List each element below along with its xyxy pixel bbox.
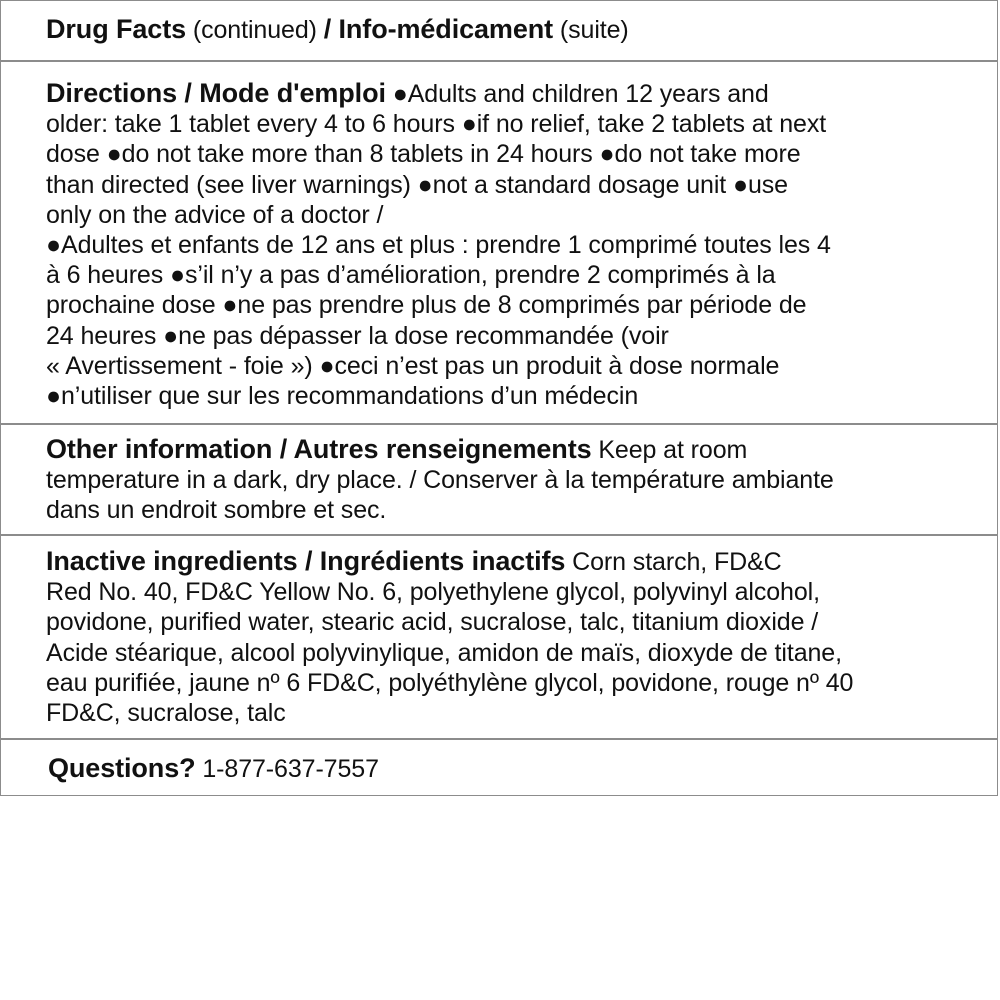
directions-line: « Avertissement - foie ») ●ceci n’est pas un produit à dose normale [46, 351, 780, 380]
section-divider [1, 423, 997, 425]
title-fr: / Info-médicament [323, 14, 554, 44]
questions-section [1, 753, 997, 784]
directions-line: prochaine dose ●ne pas prendre plus de 8 comprimés par période de [46, 291, 807, 320]
directions-line: dose ●do not take more than 8 tablets in 24 hours ●do not take more [46, 140, 801, 169]
inactive-ingredients-line: Acide stéarique, alcool polyvinylique, amidon de maïs, dioxyde de titane, [46, 638, 842, 667]
section-divider [1, 534, 997, 536]
directions-line: à 6 heures ●s’il n’y a pas d’amélioration, prendre 2 comprimés à la [46, 261, 776, 290]
other-information-line: temperature in a dark, dry place. / Conserver à la température ambiante [46, 466, 834, 495]
inactive-ingredients-heading: Inactive ingredients / Ingrédients inactifs [46, 546, 566, 576]
continued-en: (continued) [186, 16, 324, 44]
inactive-ingredients-line: eau purifiée, jaune nº 6 FD&C, polyéthylène glycol, povidone, rouge nº 40 [46, 668, 854, 697]
directions-line: 24 heures ●ne pas dépasser la dose recommandée (voir [46, 321, 669, 350]
directions-heading: Directions / Mode d'emploi [46, 78, 386, 108]
directions-section [1, 78, 997, 411]
inactive-ingredients-section [1, 546, 997, 728]
questions-phone: 1-877-637-7557 [195, 755, 379, 783]
section-divider [1, 738, 997, 740]
drug-facts-header [1, 14, 997, 45]
other-information-section [1, 434, 997, 526]
directions-line: ●Adults and children 12 years and [385, 80, 769, 108]
other-information-line: Keep at room [591, 436, 748, 464]
inactive-ingredients-line: Corn starch, FD&C [565, 548, 782, 576]
inactive-ingredients-line: Red No. 40, FD&C Yellow No. 6, polyethylene glycol, polyvinyl alcohol, [46, 578, 820, 607]
title-en: Drug Facts [46, 14, 187, 44]
directions-line: only on the advice of a doctor / [46, 200, 384, 229]
questions-heading: Questions? [48, 753, 196, 783]
section-divider [1, 60, 997, 62]
other-information-line: dans un endroit sombre et sec. [46, 496, 387, 525]
directions-line: older: take 1 tablet every 4 to 6 hours ●if no relief, take 2 tablets at next [46, 110, 827, 139]
directions-line: ●n’utiliser que sur les recommandations d’un médecin [46, 382, 639, 411]
directions-line: ●Adultes et enfants de 12 ans et plus : prendre 1 comprimé toutes les 4 [46, 231, 831, 260]
continued-fr: (suite) [553, 16, 629, 44]
inactive-ingredients-line: povidone, purified water, stearic acid, sucralose, talc, titanium dioxide / [46, 608, 819, 637]
directions-line: than directed (see liver warnings) ●not a standard dosage unit ●use [46, 170, 788, 199]
inactive-ingredients-line: FD&C, sucralose, talc [46, 699, 286, 728]
other-information-heading: Other information / Autres renseignements [46, 434, 592, 464]
